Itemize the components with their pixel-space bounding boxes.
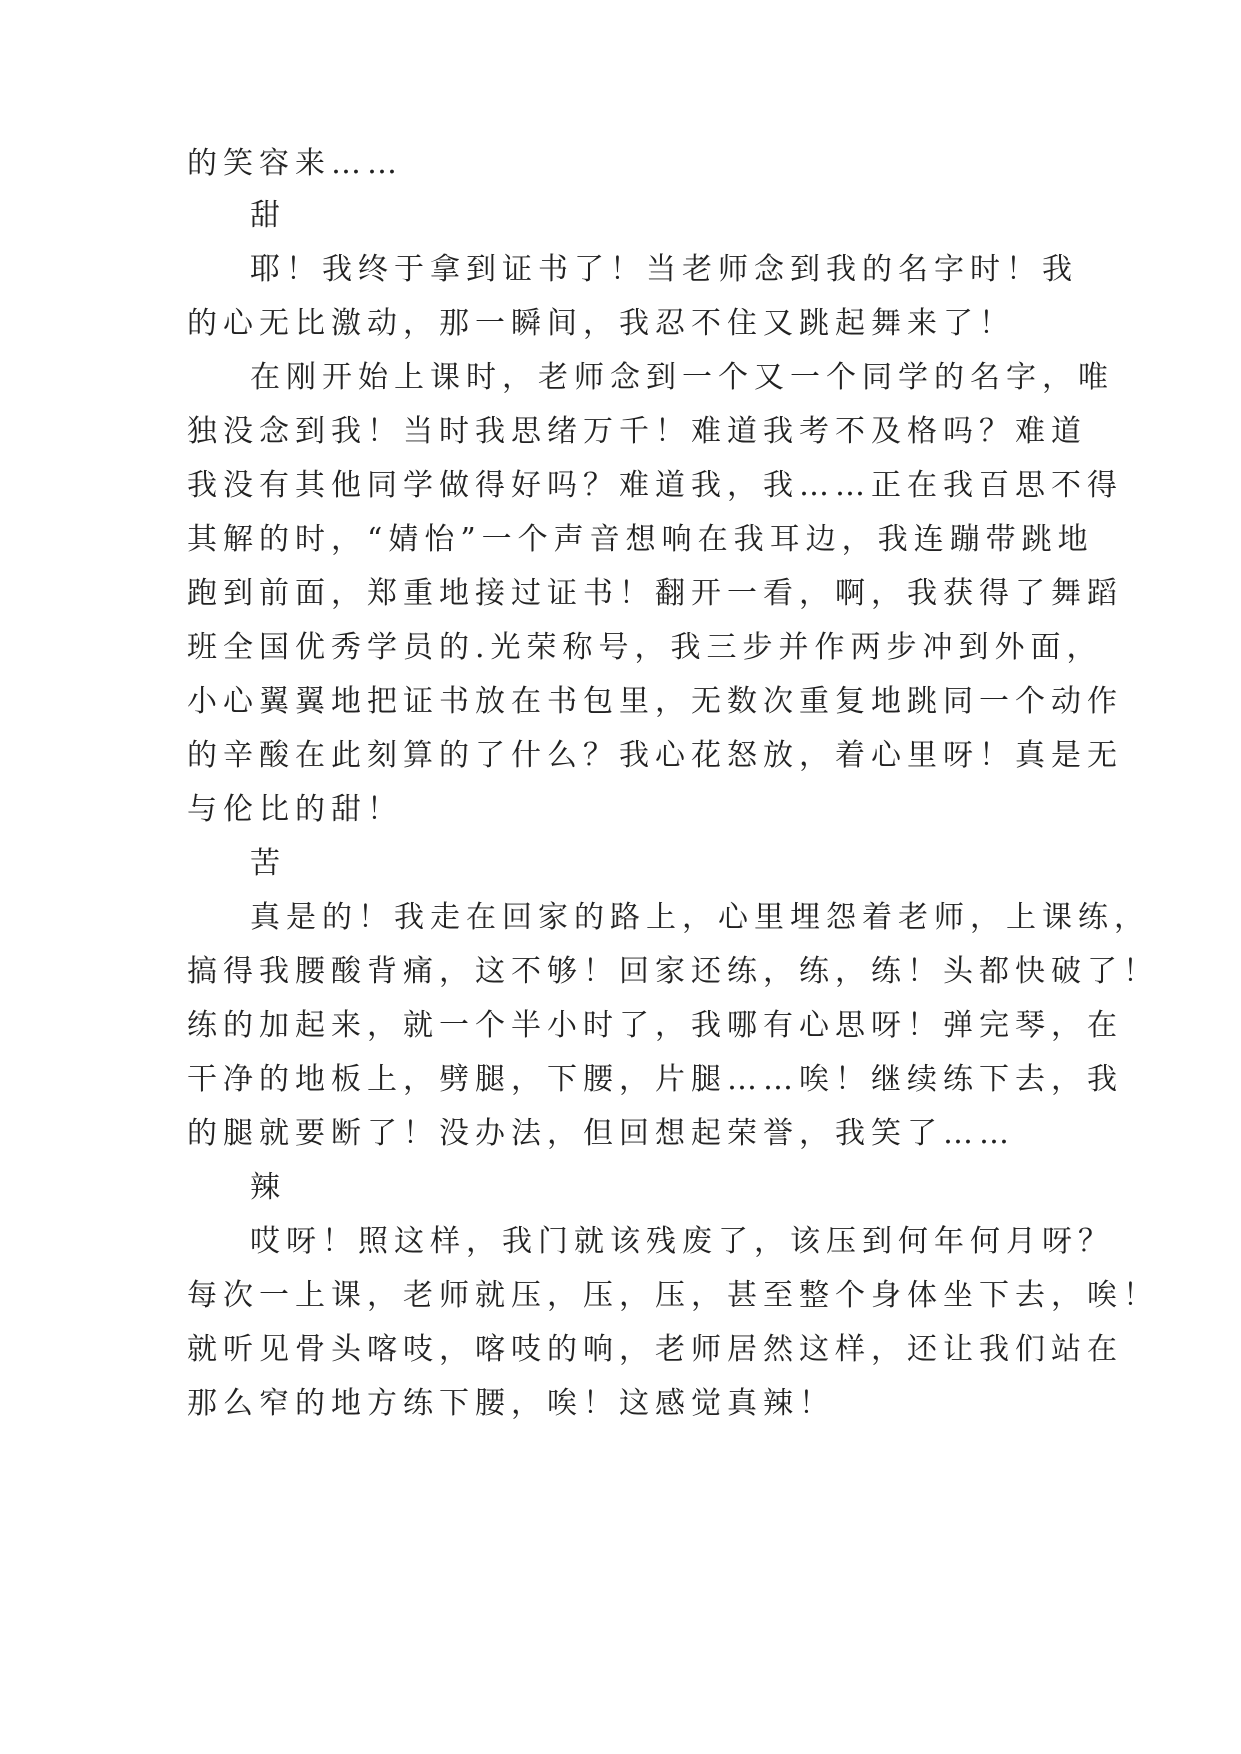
text-line: 与伦比的甜！ [187, 792, 403, 827]
text-line: 就听见骨头喀吱，喀吱的响，老师居然这样，还让我们站在 [187, 1332, 1123, 1367]
text-line: 的腿就要断了！没办法，但回想起荣誉，我笑了…… [187, 1116, 1015, 1151]
text-line: 耶！我终于拿到证书了！当老师念到我的名字时！我 [250, 252, 1078, 287]
section-heading: 苦 [250, 846, 286, 881]
text-line: 独没念到我！当时我思绪万千！难道我考不及格吗？难道 [187, 414, 1087, 449]
text-line: 的辛酸在此刻算的了什么？我心花怒放，着心里呀！真是无 [187, 738, 1123, 773]
section-heading: 甜 [250, 198, 286, 233]
text-line: 在刚开始上课时，老师念到一个又一个同学的名字，唯 [250, 360, 1114, 395]
text-line: 的心无比激动，那一瞬间，我忍不住又跳起舞来了！ [187, 306, 1015, 341]
text-line: 练的加起来，就一个半小时了，我哪有心思呀！弹完琴，在 [187, 1008, 1123, 1043]
text-line: 跑到前面，郑重地接过证书！翻开一看，啊，我获得了舞蹈 [187, 576, 1123, 611]
text-line: 每次一上课，老师就压，压，压，甚至整个身体坐下去，唉！ [187, 1278, 1159, 1313]
text-line: 那么窄的地方练下腰，唉！这感觉真辣！ [187, 1386, 835, 1421]
text-line: 的笑容来…… [187, 146, 403, 181]
text-line: 班全国优秀学员的.光荣称号，我三步并作两步冲到外面， [187, 630, 1103, 665]
text-line: 搞得我腰酸背痛，这不够！回家还练，练，练！头都快破了！ [187, 954, 1159, 989]
text-line: 其解的时，“婧怡”一个声音想响在我耳边，我连蹦带跳地 [187, 522, 1094, 557]
text-line: 我没有其他同学做得好吗？难道我，我……正在我百思不得 [187, 468, 1123, 503]
section-heading: 辣 [250, 1170, 286, 1205]
text-line: 哎呀！照这样，我门就该残废了，该压到何年何月呀？ [250, 1224, 1114, 1259]
text-line: 干净的地板上，劈腿，下腰，片腿……唉！继续练下去，我 [187, 1062, 1123, 1097]
text-line: 真是的！我走在回家的路上，心里埋怨着老师，上课练， [250, 900, 1150, 935]
text-line: 小心翼翼地把证书放在书包里，无数次重复地跳同一个动作 [187, 684, 1123, 719]
